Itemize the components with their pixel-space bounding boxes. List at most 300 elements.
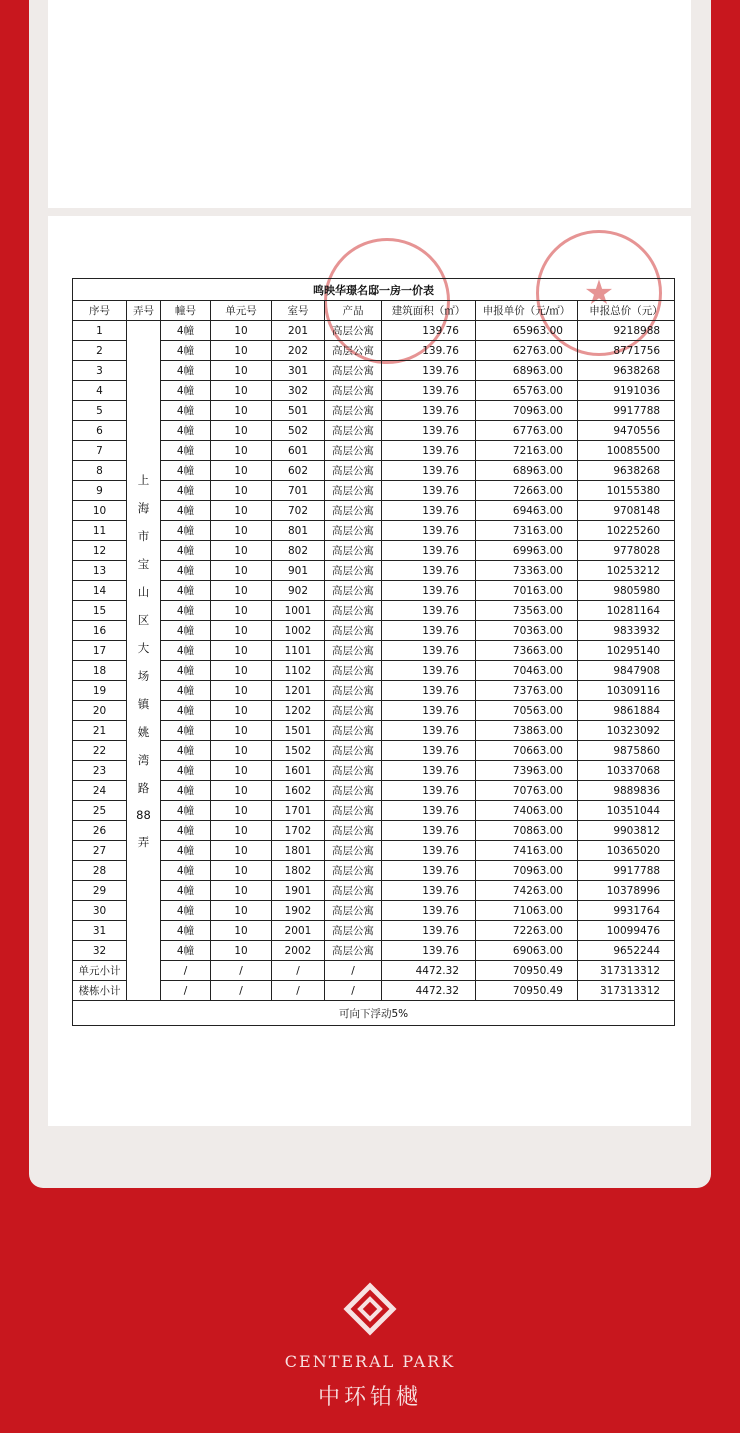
table-cell: 高层公寓 xyxy=(325,841,382,861)
table-cell: 6 xyxy=(73,421,127,441)
table-cell: 31 xyxy=(73,921,127,941)
table-cell: 73663.00 xyxy=(476,641,578,661)
table-cell: 4幢 xyxy=(161,761,211,781)
table-cell: 139.76 xyxy=(382,621,476,641)
central-park-logo-icon xyxy=(343,1282,397,1336)
lane-char: 区 xyxy=(137,612,150,627)
table-cell: 73963.00 xyxy=(476,761,578,781)
table-cell: 139.76 xyxy=(382,781,476,801)
lane-char: 宝 xyxy=(137,556,150,571)
table-cell: 1102 xyxy=(272,661,325,681)
table-cell: 18 xyxy=(73,661,127,681)
table-cell: 10 xyxy=(211,641,272,661)
lane-char: 上 xyxy=(137,472,150,487)
table-cell: 4幢 xyxy=(161,841,211,861)
table-cell: 1602 xyxy=(272,781,325,801)
table-cell: 501 xyxy=(272,401,325,421)
table-cell: 5 xyxy=(73,401,127,421)
lane-char: 湾 xyxy=(137,752,150,767)
table-cell: 9218988 xyxy=(578,321,675,341)
table-cell: 1502 xyxy=(272,741,325,761)
table-cell: 74163.00 xyxy=(476,841,578,861)
table-cell: 26 xyxy=(73,821,127,841)
table-row xyxy=(73,901,675,921)
table-cell: 10155380 xyxy=(578,481,675,501)
table-cell: 69063.00 xyxy=(476,941,578,961)
table-cell: 1802 xyxy=(272,861,325,881)
table-cell: 10225260 xyxy=(578,521,675,541)
table-row xyxy=(73,601,675,621)
table-row xyxy=(73,641,675,661)
table-cell: 4幢 xyxy=(161,461,211,481)
table-cell: 139.76 xyxy=(382,641,476,661)
table-cell: 139.76 xyxy=(382,341,476,361)
table-cell: 8 xyxy=(73,461,127,481)
table-cell: 10 xyxy=(211,501,272,521)
table-header-row xyxy=(73,301,675,321)
table-cell: 72263.00 xyxy=(476,921,578,941)
table-cell: 69463.00 xyxy=(476,501,578,521)
subtotal-cell: / xyxy=(325,981,382,1001)
table-cell: 4幢 xyxy=(161,581,211,601)
table-cell: 73863.00 xyxy=(476,721,578,741)
table-cell: 23 xyxy=(73,761,127,781)
table-cell: 高层公寓 xyxy=(325,421,382,441)
table-cell: 801 xyxy=(272,521,325,541)
table-cell: 10 xyxy=(211,421,272,441)
table-cell: 10 xyxy=(211,621,272,641)
table-cell: 10 xyxy=(211,521,272,541)
table-cell: 10 xyxy=(211,321,272,341)
table-cell: 65963.00 xyxy=(476,321,578,341)
table-cell: 139.76 xyxy=(382,381,476,401)
table-cell: 高层公寓 xyxy=(325,461,382,481)
table-cell: 4幢 xyxy=(161,361,211,381)
table-cell: 高层公寓 xyxy=(325,941,382,961)
table-cell: 10 xyxy=(211,741,272,761)
table-cell: 30 xyxy=(73,901,127,921)
table-cell: 902 xyxy=(272,581,325,601)
table-cell: 139.76 xyxy=(382,461,476,481)
lane-char: 大 xyxy=(137,640,150,655)
table-cell: 高层公寓 xyxy=(325,681,382,701)
table-cell: 10 xyxy=(211,481,272,501)
table-cell: 9 xyxy=(73,481,127,501)
table-cell: 1002 xyxy=(272,621,325,641)
table-row xyxy=(73,581,675,601)
table-cell: 13 xyxy=(73,561,127,581)
lane-char: 镇 xyxy=(137,696,150,711)
table-cell: 9805980 xyxy=(578,581,675,601)
table-cell: 9708148 xyxy=(578,501,675,521)
lane-char: 山 xyxy=(137,584,150,599)
table-cell: 10 xyxy=(73,501,127,521)
table-cell: 10281164 xyxy=(578,601,675,621)
table-cell: 10378996 xyxy=(578,881,675,901)
table-cell: 202 xyxy=(272,341,325,361)
table-cell: 10 xyxy=(211,661,272,681)
table-cell: 10 xyxy=(211,581,272,601)
table-cell: 10337068 xyxy=(578,761,675,781)
table-cell: 4幢 xyxy=(161,401,211,421)
table-cell: 139.76 xyxy=(382,881,476,901)
table-cell: 139.76 xyxy=(382,701,476,721)
lane-char: 市 xyxy=(137,528,150,543)
table-cell: 10309116 xyxy=(578,681,675,701)
subtotal-cell: / xyxy=(161,961,211,981)
table-cell: 70663.00 xyxy=(476,741,578,761)
table-cell: 8771756 xyxy=(578,341,675,361)
table-row xyxy=(73,361,675,381)
subtotal-row xyxy=(73,961,675,981)
table-cell: 1701 xyxy=(272,801,325,821)
table-cell: 10085500 xyxy=(578,441,675,461)
column-header: 单元号 xyxy=(211,301,272,321)
table-cell: 4幢 xyxy=(161,881,211,901)
table-cell: 70563.00 xyxy=(476,701,578,721)
subtotal-cell: / xyxy=(272,981,325,1001)
table-cell: 74063.00 xyxy=(476,801,578,821)
table-cell: 22 xyxy=(73,741,127,761)
table-cell: 21 xyxy=(73,721,127,741)
table-title: 鸣映华璟名邸一房一价表 xyxy=(73,279,675,301)
lane-char: 88 xyxy=(136,807,151,822)
table-cell: 139.76 xyxy=(382,861,476,881)
table-cell: 139.76 xyxy=(382,661,476,681)
table-cell: 高层公寓 xyxy=(325,821,382,841)
subtotal-cell: 楼栋小计 xyxy=(73,981,127,1001)
table-cell: 72163.00 xyxy=(476,441,578,461)
table-cell: 10365020 xyxy=(578,841,675,861)
table-cell: 20 xyxy=(73,701,127,721)
table-cell: 高层公寓 xyxy=(325,741,382,761)
table-row xyxy=(73,821,675,841)
table-cell: 201 xyxy=(272,321,325,341)
table-cell: 72663.00 xyxy=(476,481,578,501)
table-cell: 4幢 xyxy=(161,341,211,361)
table-cell: 10 xyxy=(211,821,272,841)
table-cell: 10 xyxy=(211,881,272,901)
price-table xyxy=(72,278,675,1026)
table-cell: 32 xyxy=(73,941,127,961)
table-cell: 10 xyxy=(211,361,272,381)
table-cell: 高层公寓 xyxy=(325,761,382,781)
column-header: 申报单价（元/㎡） xyxy=(476,301,578,321)
table-cell: 10253212 xyxy=(578,561,675,581)
table-cell: 139.76 xyxy=(382,541,476,561)
table-cell: 71063.00 xyxy=(476,901,578,921)
table-cell: 高层公寓 xyxy=(325,781,382,801)
table-cell: 62763.00 xyxy=(476,341,578,361)
table-row xyxy=(73,941,675,961)
table-cell: 7 xyxy=(73,441,127,461)
table-cell: 4幢 xyxy=(161,821,211,841)
table-cell: 27 xyxy=(73,841,127,861)
table-cell: 139.76 xyxy=(382,681,476,701)
table-cell: 4幢 xyxy=(161,741,211,761)
table-cell: 17 xyxy=(73,641,127,661)
table-cell: 高层公寓 xyxy=(325,441,382,461)
table-cell: 1702 xyxy=(272,821,325,841)
table-cell: 10 xyxy=(211,601,272,621)
table-cell: 10 xyxy=(211,461,272,481)
table-cell: 高层公寓 xyxy=(325,661,382,681)
table-cell: 1101 xyxy=(272,641,325,661)
table-cell: 9638268 xyxy=(578,461,675,481)
table-cell: 高层公寓 xyxy=(325,701,382,721)
table-cell: 3 xyxy=(73,361,127,381)
table-cell: 4幢 xyxy=(161,661,211,681)
table-cell: 4幢 xyxy=(161,381,211,401)
table-cell: 73763.00 xyxy=(476,681,578,701)
table-cell: 139.76 xyxy=(382,361,476,381)
price-float-note: 可向下浮动5% xyxy=(73,1001,675,1026)
table-cell: 高层公寓 xyxy=(325,581,382,601)
table-cell: 139.76 xyxy=(382,581,476,601)
table-cell: 9903812 xyxy=(578,821,675,841)
table-cell: 9861884 xyxy=(578,701,675,721)
table-cell: 高层公寓 xyxy=(325,561,382,581)
table-cell: 10323092 xyxy=(578,721,675,741)
subtotal-cell: 单元小计 xyxy=(73,961,127,981)
table-cell: 24 xyxy=(73,781,127,801)
subtotal-cell: 70950.49 xyxy=(476,961,578,981)
table-cell: 高层公寓 xyxy=(325,521,382,541)
table-cell: 4幢 xyxy=(161,481,211,501)
table-cell: 高层公寓 xyxy=(325,501,382,521)
table-row xyxy=(73,761,675,781)
table-cell: 139.76 xyxy=(382,561,476,581)
table-cell: 10 xyxy=(211,381,272,401)
lane-char: 路 xyxy=(137,780,150,795)
table-cell: 10 xyxy=(211,541,272,561)
subtotal-cell: 317313312 xyxy=(578,981,675,1001)
table-cell: 10 xyxy=(211,441,272,461)
table-cell: 14 xyxy=(73,581,127,601)
subtotal-cell: / xyxy=(211,961,272,981)
table-cell: 70163.00 xyxy=(476,581,578,601)
lane-char: 海 xyxy=(137,500,150,515)
table-cell: 4幢 xyxy=(161,781,211,801)
table-cell: 28 xyxy=(73,861,127,881)
table-cell: 10 xyxy=(211,681,272,701)
table-cell: 73563.00 xyxy=(476,601,578,621)
table-cell: 139.76 xyxy=(382,821,476,841)
table-cell: 10 xyxy=(211,721,272,741)
table-cell: 高层公寓 xyxy=(325,861,382,881)
table-row xyxy=(73,501,675,521)
table-cell: 9638268 xyxy=(578,361,675,381)
table-row xyxy=(73,741,675,761)
table-cell: 139.76 xyxy=(382,941,476,961)
table-cell: 139.76 xyxy=(382,921,476,941)
table-cell: 高层公寓 xyxy=(325,541,382,561)
table-row xyxy=(73,881,675,901)
table-cell: 9778028 xyxy=(578,541,675,561)
table-cell: 4幢 xyxy=(161,321,211,341)
table-cell: 4幢 xyxy=(161,621,211,641)
table-cell: 65763.00 xyxy=(476,381,578,401)
table-cell: 19 xyxy=(73,681,127,701)
table-cell: 15 xyxy=(73,601,127,621)
table-cell: 139.76 xyxy=(382,521,476,541)
table-cell: 10 xyxy=(211,801,272,821)
table-row xyxy=(73,661,675,681)
table-row xyxy=(73,521,675,541)
table-cell: 73363.00 xyxy=(476,561,578,581)
table-cell: 4幢 xyxy=(161,501,211,521)
column-header: 弄号 xyxy=(127,301,161,321)
subtotal-cell: / xyxy=(272,961,325,981)
table-cell: 9931764 xyxy=(578,901,675,921)
table-cell: 702 xyxy=(272,501,325,521)
table-cell: 高层公寓 xyxy=(325,401,382,421)
table-cell: 10 xyxy=(211,781,272,801)
table-cell: 4幢 xyxy=(161,641,211,661)
table-cell: 4幢 xyxy=(161,701,211,721)
table-cell: 9889836 xyxy=(578,781,675,801)
table-cell: 10 xyxy=(211,921,272,941)
table-cell: 4幢 xyxy=(161,541,211,561)
table-cell: 4幢 xyxy=(161,861,211,881)
table-cell: 139.76 xyxy=(382,441,476,461)
table-cell: 1601 xyxy=(272,761,325,781)
table-row xyxy=(73,321,675,341)
column-header: 产品 xyxy=(325,301,382,321)
subtotal-cell: 4472.32 xyxy=(382,961,476,981)
subtotal-cell: 4472.32 xyxy=(382,981,476,1001)
column-header: 幢号 xyxy=(161,301,211,321)
table-cell: 10 xyxy=(211,861,272,881)
table-cell: 1202 xyxy=(272,701,325,721)
table-cell: 10 xyxy=(211,901,272,921)
table-cell: 701 xyxy=(272,481,325,501)
table-cell: 302 xyxy=(272,381,325,401)
table-cell: 4幢 xyxy=(161,721,211,741)
table-row xyxy=(73,861,675,881)
table-row xyxy=(73,781,675,801)
table-cell: 70363.00 xyxy=(476,621,578,641)
table-cell: 139.76 xyxy=(382,601,476,621)
document-page-top xyxy=(48,0,691,208)
brand-name-en: CENTERAL PARK xyxy=(284,1352,456,1371)
table-row xyxy=(73,541,675,561)
table-row xyxy=(73,401,675,421)
table-cell: 602 xyxy=(272,461,325,481)
table-cell: 9652244 xyxy=(578,941,675,961)
table-cell: 9191036 xyxy=(578,381,675,401)
table-cell: 1501 xyxy=(272,721,325,741)
table-cell: 70463.00 xyxy=(476,661,578,681)
table-cell: 高层公寓 xyxy=(325,341,382,361)
table-cell: 139.76 xyxy=(382,901,476,921)
table-row xyxy=(73,481,675,501)
table-cell: 139.76 xyxy=(382,801,476,821)
table-cell: 139.76 xyxy=(382,321,476,341)
table-cell: 29 xyxy=(73,881,127,901)
table-cell: 9847908 xyxy=(578,661,675,681)
table-cell: 70863.00 xyxy=(476,821,578,841)
table-row xyxy=(73,421,675,441)
table-cell: 901 xyxy=(272,561,325,581)
table-row xyxy=(73,381,675,401)
table-cell: 802 xyxy=(272,541,325,561)
table-cell: 68963.00 xyxy=(476,361,578,381)
table-cell: 4幢 xyxy=(161,921,211,941)
table-cell: 4幢 xyxy=(161,441,211,461)
table-cell: 10 xyxy=(211,561,272,581)
column-header: 序号 xyxy=(73,301,127,321)
table-cell: 2 xyxy=(73,341,127,361)
table-row xyxy=(73,441,675,461)
table-cell: 高层公寓 xyxy=(325,621,382,641)
table-cell: 10 xyxy=(211,761,272,781)
table-cell: 9875860 xyxy=(578,741,675,761)
table-row xyxy=(73,461,675,481)
table-cell: 139.76 xyxy=(382,761,476,781)
subtotal-cell: / xyxy=(211,981,272,1001)
table-cell: 高层公寓 xyxy=(325,901,382,921)
table-cell: 10295140 xyxy=(578,641,675,661)
lane-char: 弄 xyxy=(137,834,150,849)
column-header: 建筑面积（㎡） xyxy=(382,301,476,321)
table-cell: 25 xyxy=(73,801,127,821)
table-row xyxy=(73,841,675,861)
subtotal-cell: 70950.49 xyxy=(476,981,578,1001)
table-cell: 68963.00 xyxy=(476,461,578,481)
lane-char: 场 xyxy=(137,668,150,683)
table-cell: 69963.00 xyxy=(476,541,578,561)
table-cell: 4幢 xyxy=(161,941,211,961)
table-row xyxy=(73,681,675,701)
table-cell: 10 xyxy=(211,841,272,861)
table-cell: 2001 xyxy=(272,921,325,941)
table-cell: 70963.00 xyxy=(476,401,578,421)
table-cell: 70963.00 xyxy=(476,861,578,881)
table-cell: 73163.00 xyxy=(476,521,578,541)
table-cell: 4幢 xyxy=(161,421,211,441)
table-cell: 74263.00 xyxy=(476,881,578,901)
subtotal-row xyxy=(73,981,675,1001)
table-cell: 16 xyxy=(73,621,127,641)
table-cell: 301 xyxy=(272,361,325,381)
column-header: 室号 xyxy=(272,301,325,321)
table-cell: 11 xyxy=(73,521,127,541)
table-row xyxy=(73,801,675,821)
table-cell: 4幢 xyxy=(161,681,211,701)
table-cell: 4幢 xyxy=(161,601,211,621)
table-cell: 9833932 xyxy=(578,621,675,641)
table-cell: 139.76 xyxy=(382,421,476,441)
table-cell: 9470556 xyxy=(578,421,675,441)
table-cell: 高层公寓 xyxy=(325,321,382,341)
table-cell: 10351044 xyxy=(578,801,675,821)
brand-name-zh: 中环铂樾 xyxy=(317,1385,422,1410)
table-row xyxy=(73,561,675,581)
table-cell: 10 xyxy=(211,401,272,421)
table-cell: 139.76 xyxy=(382,401,476,421)
table-cell: 4幢 xyxy=(161,901,211,921)
table-cell: 139.76 xyxy=(382,721,476,741)
table-cell: 601 xyxy=(272,441,325,461)
table-cell: 12 xyxy=(73,541,127,561)
official-seal-2: ★ xyxy=(536,230,662,356)
table-cell: 1001 xyxy=(272,601,325,621)
table-cell: 139.76 xyxy=(382,741,476,761)
table-cell: 1801 xyxy=(272,841,325,861)
table-cell: 9917788 xyxy=(578,861,675,881)
table-cell: 502 xyxy=(272,421,325,441)
